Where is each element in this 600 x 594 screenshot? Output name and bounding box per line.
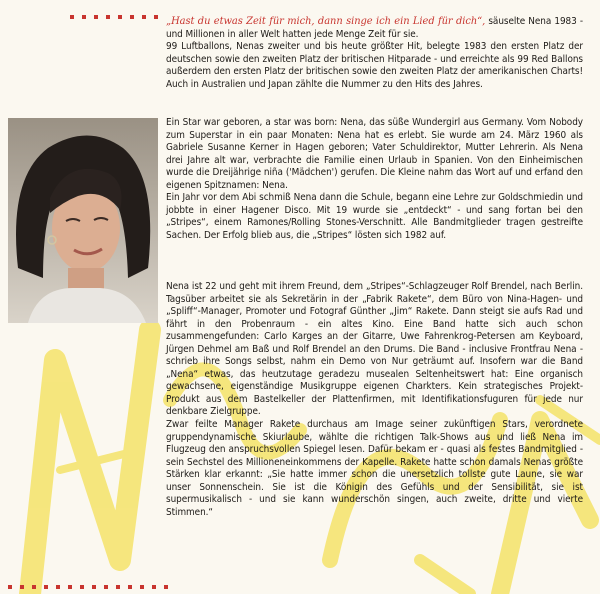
portrait-illustration [8,118,158,323]
band-text-block [166,281,583,519]
paragraph-luftballons: 99 Luftballons, Nenas zweiter und bis heute größter Hit, belegte 1983 den ersten Platz der deutschen sowie den zweiten Platz der britischen Hitparade - und erreichte als 99 Red Ballons außerdem den ersten Platz der britischen sowie den zweiten Platz der amerikanischen Charts! Auch in Australien und Japan zählte die Nummer zu den Hits des Jahres. [166,41,583,90]
song-quote: „Hast du etwas Zeit für mich, dann singe ich ein Lied für dich“, [166,16,486,27]
paragraph-star-born: Ein Star war geboren, a star was born: Nena, das süße Wundergirl aus Germany. Vom Nobody zum Superstar in ein paar Monaten: Nena hat es erlebt. Sie wurde am 24. März 1960 als Gabriele Susanne Kerner in Hagen geboren; Vater Schuldirektor, Mutter Lehrerin. Als Nena drei Jahre alt war, verbrachte die Familie einen Urlaub in Spanien. Von den Einheimischen wurde die Dreijährige niña ('Mädchen') gerufen. Die Kleine nahm das Wort auf und erfand den eigenen Spitznamen: Nena. [166,117,583,191]
dotted-border-bottom [8,584,178,590]
paragraph-stripes: Ein Jahr vor dem Abi schmiß Nena dann die Schule, begann eine Lehre zur Goldschmiedin und jobbte in einer Hagener Disco. Mit 19 wurde sie „entdeckt“ - und sang fortan bei den „Stripes“, einem Ramones/Rolling Stones-Verschnitt. Alle Bandmitglieder tragen gestreifte Sachen. Der Erfolg blieb aus, die „Stripes“ lösten sich 1982 auf. [166,192,583,241]
portrait-photo [8,118,158,323]
intro-rest: säuselte Nena 1983 - und Millionen in aller Welt hatten jede Menge Zeit für sie. [166,16,584,40]
intro-text-block [166,16,583,91]
biography-text-block [166,117,583,242]
paragraph-intro [166,16,583,41]
paragraph-berlin: Nena ist 22 und geht mit ihrem Freund, dem „Stripes“-Schlagzeuger Rolf Brendel, nach Berlin. Tagsüber arbeitet sie als Sekretärin in der „Fabrik Rakete“, dem Büro von Nina-Hagen- und „Spliff“-Manager, Promoter und Fotograf Günther „Jim“ Rakete. Dann steigt sie aufs Rad und fährt in den Probenraum - ein altes Kino. Eine Band hatte sich auch schon zusammengefunden: Carlo Karges an der Gitarre, Uwe Fahrenkrog-Petersen am Keyboard, Jürgen Dehmel am Baß und Rolf Brendel an den Drums. Die Band - inclusive Frontfrau Nena - schrieb ihre Songs selbst, nahm ein Demo von Nur geträumt auf. Insofern war die Band „Nena“ etwas, das heutzutage geradezu musealen Seltenheitswert hat: Eine organisch gewachsene, eigenständige Musikgruppe eigenen Charkters. Kein strategisches Projekt-Produkt aus dem Bastelkeller der Plattenfirmen, mit Identifikationsfuguren für jede nur denkbare Zielgruppe. [166,281,583,418]
paragraph-rakete: Zwar feilte Manager Rakete durchaus am Image seiner zukünftigen Stars, verordnete gruppendynamische Skiurlaube, wählte die richtigen Talk-Shows aus und ließ Nena im Flugzeug den anspruchsvollen Spiegel lesen. Dafür bekam er - quasi als festes Bandmitglied - sein Sechstel des Millioneneinkommens der Kapelle. Rakete hatte schon damals Nenas größte Stärken klar erkannt: „Sie hatte immer schon die unersetzlich tollste gute Laune, sie war unser Sonnenschein. Sie ist die Königin des Gefühls und der Sensibilität, sie ist supermusikalisch - und sie kann wunderschön singen, auch zweite, dritte und vierte Stimmen.“ [166,419,583,518]
dotted-border-top [70,14,160,20]
